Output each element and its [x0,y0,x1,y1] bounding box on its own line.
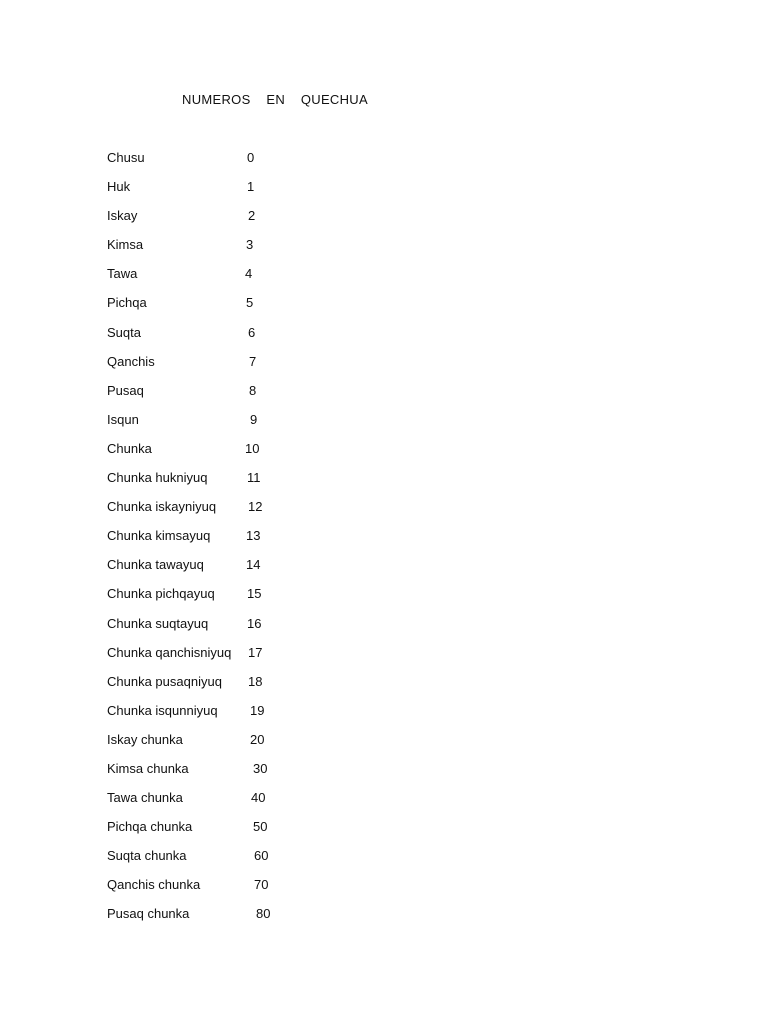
list-item [107,266,307,295]
list-item [107,616,307,645]
numeral: 5 [246,295,254,311]
numeral: 1 [247,179,255,195]
numeral: 10 [245,440,260,456]
list-item [107,325,307,354]
quechua-word: Iskay [107,208,138,224]
quechua-word: Chunka qanchisniyuq [107,644,232,660]
quechua-word: Tawa chunka [107,790,183,806]
list-item [107,819,307,848]
list-item [107,383,307,412]
numeral: 7 [249,353,257,369]
list-item [107,470,307,499]
numeral: 30 [253,760,268,776]
numeral: 60 [254,848,269,864]
quechua-word: Chunka pusaqniyuq [107,673,222,689]
quechua-word: Pichqa chunka [107,819,193,835]
numeral: 40 [251,790,266,806]
quechua-word: Isqun [107,411,139,427]
list-item [107,703,307,732]
quechua-word: Suqta chunka [107,848,187,864]
quechua-word: Iskay chunka [107,731,183,747]
quechua-word: Chusu [107,150,145,165]
quechua-word: Chunka tawayuq [107,557,204,573]
page-title: NUMEROS EN QUECHUA [182,92,368,107]
quechua-word: Qanchis [107,353,155,369]
quechua-word: Chunka iskayniyuq [107,499,217,515]
numeral: 14 [246,557,261,573]
numeral: 2 [248,208,256,224]
numeral: 3 [246,237,254,253]
number-list [107,150,307,936]
numeral: 11 [247,470,261,486]
list-item [107,557,307,586]
numeral: 18 [248,673,263,689]
list-item [107,208,307,237]
list-item [107,674,307,703]
list-item [107,761,307,790]
numeral: 12 [248,499,263,515]
numeral: 0 [247,150,255,165]
numeral: 17 [248,644,263,660]
quechua-word: Kimsa chunka [107,760,189,776]
list-item [107,441,307,470]
list-item [107,848,307,877]
numeral: 80 [256,906,271,922]
list-item [107,790,307,819]
numeral: 8 [249,382,257,398]
list-item [107,295,307,324]
list-item [107,877,307,906]
quechua-word: Pusaq chunka [107,906,190,922]
list-item [107,906,307,935]
numeral: 19 [250,702,265,718]
quechua-word: Qanchis chunka [107,877,201,893]
list-item [107,499,307,528]
quechua-word: Suqta [107,324,141,340]
quechua-word: Tawa [107,266,138,282]
list-item [107,645,307,674]
quechua-word: Kimsa [107,237,144,253]
numeral: 6 [248,324,256,340]
list-item [107,412,307,441]
list-item [107,179,307,208]
list-item [107,586,307,615]
numeral: 16 [247,615,262,631]
list-item [107,237,307,266]
quechua-word: Chunka pichqayuq [107,586,215,602]
numeral: 9 [250,411,258,427]
list-item [107,150,307,179]
quechua-word: Chunka isqunniyuq [107,702,218,718]
list-item [107,528,307,557]
numeral: 15 [247,586,262,602]
quechua-word: Pichqa [107,295,147,311]
numeral: 50 [253,819,268,835]
numeral: 70 [254,877,269,893]
quechua-word: Chunka [107,440,152,456]
quechua-word: Chunka suqtayuq [107,615,209,631]
quechua-word: Chunka kimsayuq [107,528,211,544]
quechua-word: Chunka hukniyuq [107,470,208,486]
quechua-word: Pusaq [107,382,144,398]
list-item [107,354,307,383]
numeral: 20 [250,731,265,747]
list-item [107,732,307,761]
numeral: 13 [246,528,261,544]
numeral: 4 [245,266,253,282]
quechua-word: Huk [107,179,131,195]
